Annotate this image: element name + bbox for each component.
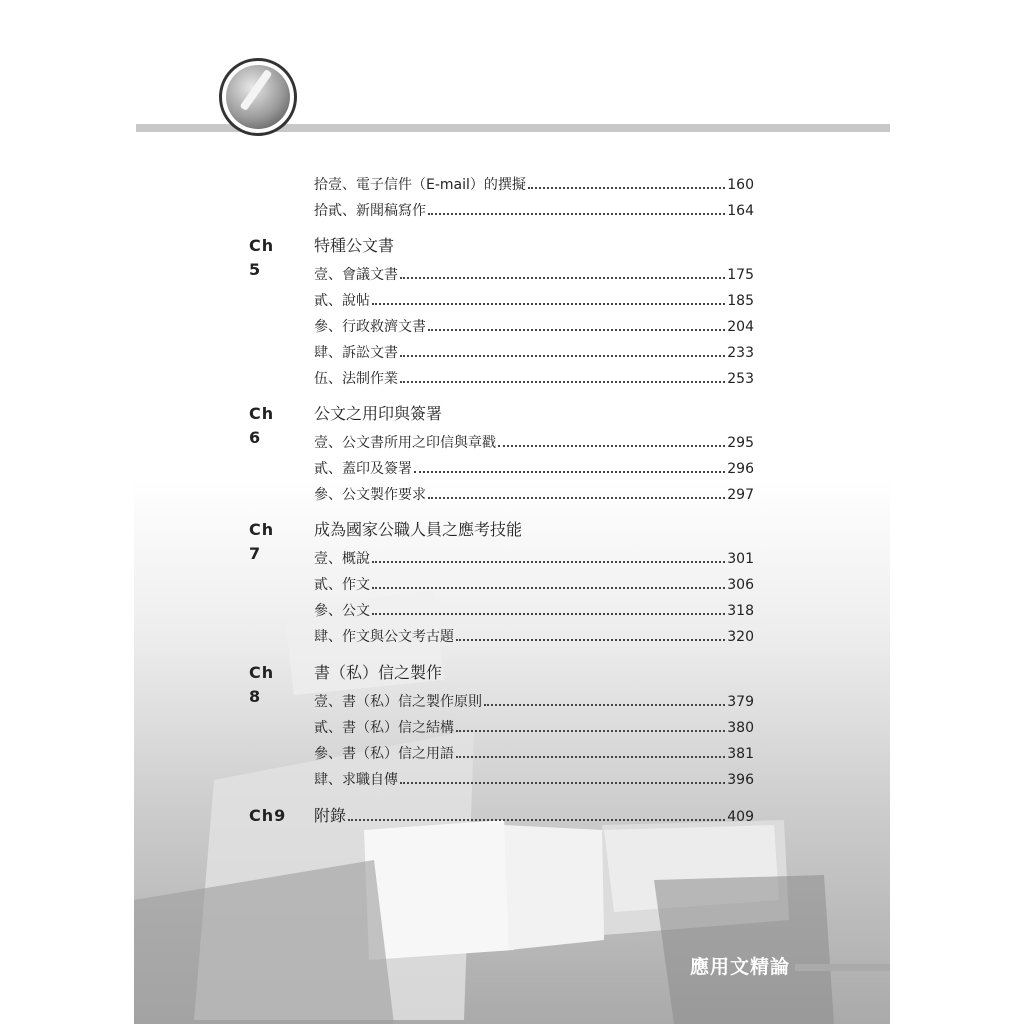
toc-entry[interactable] <box>314 291 754 311</box>
chapter-number: Ch 8 <box>249 663 275 706</box>
dot-leader <box>400 276 725 279</box>
book-title: 應用文精論 <box>690 956 791 978</box>
toc-entry[interactable] <box>314 317 754 337</box>
appendix-entry[interactable] <box>314 806 754 826</box>
entry-page-number: 379 <box>727 694 754 710</box>
toc-entry[interactable] <box>314 433 754 453</box>
chapter-number: Ch 5 <box>249 236 275 279</box>
dot-leader <box>400 354 725 357</box>
dot-leader <box>428 212 725 215</box>
entry-label: 壹、書（私）信之製作原則 <box>314 694 482 710</box>
toc-entry[interactable] <box>314 744 754 764</box>
entry-page-number: 204 <box>727 319 754 335</box>
chapter-title: 公文之用印與簽署 <box>314 404 443 423</box>
chapter-title: 書（私）信之製作 <box>314 663 443 682</box>
toc-entry[interactable] <box>314 627 754 647</box>
entry-page-number: 381 <box>727 746 754 762</box>
chapter-number: Ch 6 <box>249 404 275 447</box>
entry-label: 貳、書（私）信之結構 <box>314 720 454 736</box>
dot-leader <box>428 328 725 331</box>
entry-label: 參、公文製作要求 <box>314 487 426 503</box>
entry-label: 貳、說帖 <box>314 293 370 309</box>
dot-leader <box>372 612 725 615</box>
toc-entry[interactable] <box>314 692 754 712</box>
entry-label: 壹、概說 <box>314 551 370 567</box>
entry-page-number: 320 <box>727 629 754 645</box>
entry-label: 肆、求職自傳 <box>314 772 398 788</box>
toc-entry[interactable] <box>314 343 754 363</box>
entry-page-number: 160 <box>727 177 754 193</box>
entry-label: 貳、作文 <box>314 577 370 593</box>
toc-entry[interactable] <box>314 770 754 790</box>
entry-page-number: 233 <box>727 345 754 361</box>
dot-leader <box>400 781 725 784</box>
dot-leader <box>372 302 725 305</box>
entry-label: 肆、訴訟文書 <box>314 345 398 361</box>
footer-bar <box>795 964 890 971</box>
toc-entry[interactable] <box>314 575 754 595</box>
entry-page-number: 164 <box>727 203 754 219</box>
entry-page-number: 306 <box>727 577 754 593</box>
entry-page-number: 396 <box>727 772 754 788</box>
entry-page-number: 296 <box>727 461 754 477</box>
entry-page-number: 297 <box>727 487 754 503</box>
toc-entry[interactable] <box>314 459 754 479</box>
dot-leader <box>498 444 725 447</box>
entry-label: 壹、會議文書 <box>314 267 398 283</box>
dot-leader <box>528 186 725 189</box>
toc-entry[interactable] <box>314 175 754 195</box>
dot-leader <box>456 638 725 641</box>
entry-page-number: 295 <box>727 435 754 451</box>
entry-label: 貳、蓋印及簽署 <box>314 461 412 477</box>
dot-leader <box>400 380 725 383</box>
entry-label: 參、公文 <box>314 603 370 619</box>
entry-label: 附錄 <box>314 806 347 825</box>
dot-leader <box>456 729 725 732</box>
toc-entry[interactable] <box>314 369 754 389</box>
entry-page-number: 301 <box>727 551 754 567</box>
dot-leader <box>484 703 725 706</box>
dot-leader <box>456 755 725 758</box>
entry-label: 肆、作文與公文考古題 <box>314 629 454 645</box>
chapter-title: 成為國家公職人員之應考技能 <box>314 520 523 539</box>
entry-page-number: 253 <box>727 371 754 387</box>
entry-page-number: 175 <box>727 267 754 283</box>
writing-hand-icon <box>219 58 297 136</box>
toc-entry[interactable] <box>314 485 754 505</box>
chapter-number: Ch 7 <box>249 520 275 563</box>
dot-leader <box>372 560 725 563</box>
toc-entry[interactable] <box>314 549 754 569</box>
entry-page-number: 409 <box>727 809 754 825</box>
toc-entry[interactable] <box>314 201 754 221</box>
chapter-title: 特種公文書 <box>314 236 395 255</box>
entry-label: 拾貳、新聞稿寫作 <box>314 203 426 219</box>
entry-page-number: 185 <box>727 293 754 309</box>
toc-entry[interactable] <box>314 718 754 738</box>
toc-entry[interactable] <box>314 601 754 621</box>
dot-leader <box>348 818 725 821</box>
entry-label: 伍、法制作業 <box>314 371 398 387</box>
toc-entry[interactable] <box>314 265 754 285</box>
entry-page-number: 318 <box>727 603 754 619</box>
entry-label: 拾壹、電子信件（E-mail）的撰擬 <box>314 177 526 193</box>
dot-leader <box>372 586 725 589</box>
entry-page-number: 380 <box>727 720 754 736</box>
entry-label: 參、書（私）信之用語 <box>314 746 454 762</box>
chapter-number: Ch9 <box>249 806 287 825</box>
entry-label: 參、行政救濟文書 <box>314 319 426 335</box>
dot-leader <box>428 496 725 499</box>
dot-leader <box>414 470 725 473</box>
entry-label: 壹、公文書所用之印信與章戳 <box>314 435 496 451</box>
